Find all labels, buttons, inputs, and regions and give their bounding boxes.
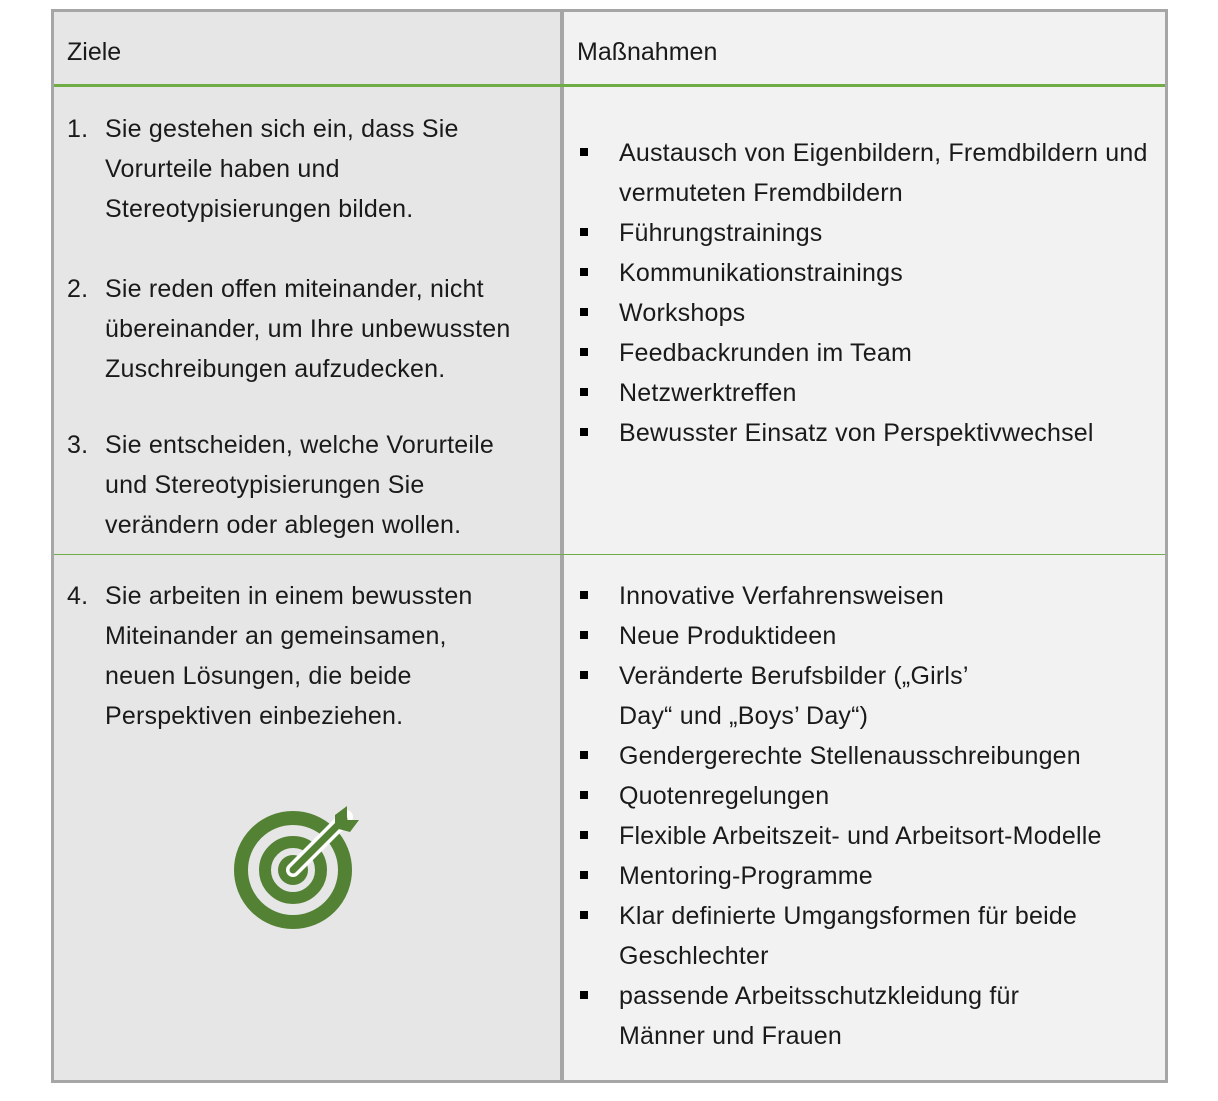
square-bullet-icon [580, 388, 588, 396]
square-bullet-icon [580, 308, 588, 316]
square-bullet-icon [580, 268, 588, 276]
row-divider [54, 554, 1165, 555]
goal-item-2 [67, 269, 547, 389]
goal-number: 1. [67, 115, 89, 143]
goal-item-1 [67, 109, 547, 229]
list-item: Kommunikationstrainings [576, 253, 1156, 293]
goal-number: 3. [67, 431, 89, 459]
measures-list-2 [576, 576, 1156, 1056]
square-bullet-icon [580, 991, 588, 999]
list-item: Veränderte Berufsbilder („Girls’ Day“ und „Boys’ Day“) [576, 656, 979, 736]
list-item: Klar definierte Umgangsformen für beide Geschlechter [576, 896, 1156, 976]
list-item: passende Arbeitsschutzkleidung für Männer und Frauen [576, 976, 1059, 1056]
target-arrow-icon [231, 802, 361, 932]
measures-header: Maßnahmen [577, 38, 718, 66]
goals-measures-table [51, 9, 1168, 1083]
goal-text: Sie arbeiten in einem bewussten Miteinander an gemeinsamen, neuen Lösungen, die beide Perspektiven einbeziehen. [105, 582, 473, 730]
list-item: Bewusster Einsatz von Perspektivwechsel [576, 413, 1156, 453]
list-item: Führungstrainings [576, 213, 1156, 253]
list-item: Workshops [576, 293, 1156, 333]
square-bullet-icon [580, 871, 588, 879]
list-item: Innovative Verfahrensweisen [576, 576, 1156, 616]
square-bullet-icon [580, 348, 588, 356]
square-bullet-icon [580, 428, 588, 436]
list-item: Mentoring-Programme [576, 856, 1156, 896]
header-rule [54, 84, 1165, 87]
list-item: Netzwerktreffen [576, 373, 1156, 413]
list-item: Austausch von Eigenbildern, Fremdbildern und vermuteten Fremdbildern [576, 133, 1156, 213]
list-item: Quotenregelungen [576, 776, 1156, 816]
goal-text: Sie reden offen miteinander, nicht übereinander, um Ihre unbewussten Zuschreibungen aufzudecken. [105, 275, 511, 383]
goal-number: 4. [67, 582, 89, 610]
square-bullet-icon [580, 831, 588, 839]
square-bullet-icon [580, 671, 588, 679]
measures-list-1 [576, 133, 1156, 453]
square-bullet-icon [580, 751, 588, 759]
goal-text: Sie gestehen sich ein, dass Sie Vorurteile haben und Stereotypisierungen bilden. [105, 115, 459, 223]
list-item: Neue Produktideen [576, 616, 1156, 656]
goal-item-4 [67, 576, 547, 736]
list-item: Flexible Arbeitszeit- und Arbeitsort-Modelle [576, 816, 1156, 856]
goal-text: Sie entscheiden, welche Vorurteile und Stereotypisierungen Sie verändern oder ablegen wollen. [105, 431, 494, 539]
square-bullet-icon [580, 631, 588, 639]
goal-number: 2. [67, 275, 89, 303]
list-item: Gendergerechte Stellenausschreibungen [576, 736, 1156, 776]
goal-item-3 [67, 425, 547, 545]
column-divider [560, 12, 564, 1080]
square-bullet-icon [580, 591, 588, 599]
square-bullet-icon [580, 791, 588, 799]
goals-header: Ziele [67, 38, 122, 66]
square-bullet-icon [580, 228, 588, 236]
square-bullet-icon [580, 911, 588, 919]
list-item: Feedbackrunden im Team [576, 333, 1156, 373]
square-bullet-icon [580, 148, 588, 156]
